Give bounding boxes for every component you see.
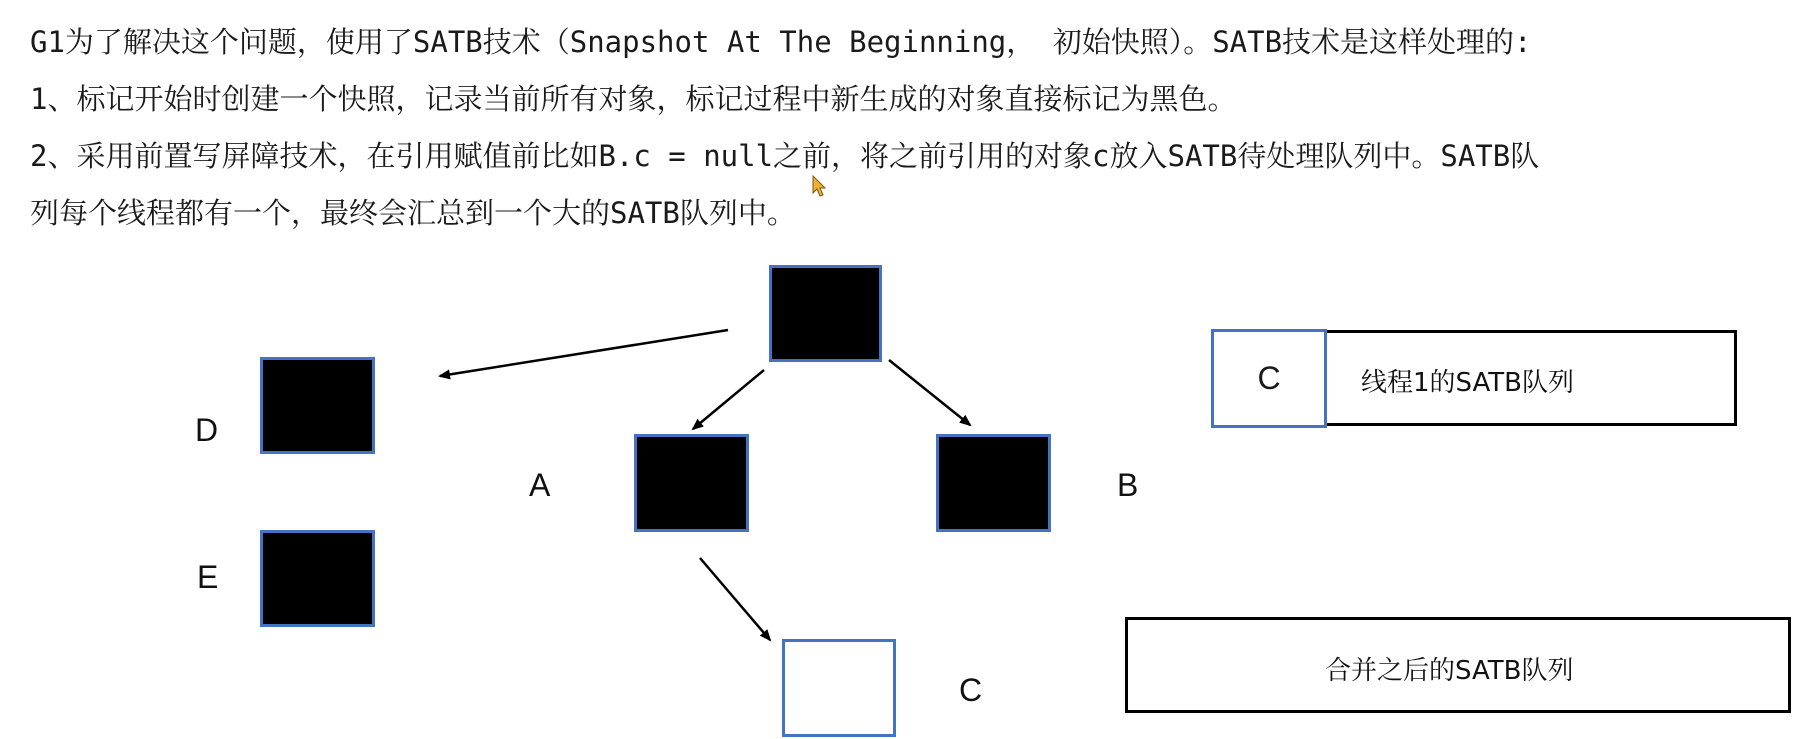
paragraph-intro: G1为了解决这个问题，使用了SATB技术（Snapshot At The Beginning， 初始快照）。SATB技术是这样处理的:: [30, 25, 1532, 59]
thread-satb-queue-label: 线程1的SATB队列: [1361, 368, 1575, 398]
arrow-root-to-d: [440, 330, 728, 376]
label-d: D: [195, 412, 219, 448]
arrow-root-to-b: [889, 360, 970, 425]
paragraph-step-2-continued: 列每个线程都有一个，最终会汇总到一个大的SATB队列中。: [30, 196, 796, 230]
merged-satb-queue-label: 合并之后的SATB队列: [1325, 656, 1574, 686]
arrow-root-to-a: [693, 370, 764, 429]
object-d: [260, 357, 375, 454]
arrow-a-to-c: [700, 558, 770, 640]
object-c: [782, 639, 896, 737]
label-c: C: [959, 672, 983, 708]
object-a: [634, 434, 749, 532]
root-object: [769, 265, 882, 362]
label-e: E: [197, 559, 219, 595]
label-b: B: [1117, 467, 1139, 503]
label-a: A: [529, 467, 551, 503]
paragraph-step-2: 2、采用前置写屏障技术，在引用赋值前比如B.c = null之前，将之前引用的对象c放入SATB待处理队列中。SATB队: [30, 139, 1540, 173]
object-e: [260, 530, 375, 627]
paragraph-step-1: 1、标记开始时创建一个快照，记录当前所有对象，标记过程中新生成的对象直接标记为黑色。: [30, 82, 1237, 116]
object-b: [936, 434, 1051, 532]
queue-entry-c: C: [1211, 329, 1327, 428]
mouse-cursor-icon: [812, 175, 828, 199]
